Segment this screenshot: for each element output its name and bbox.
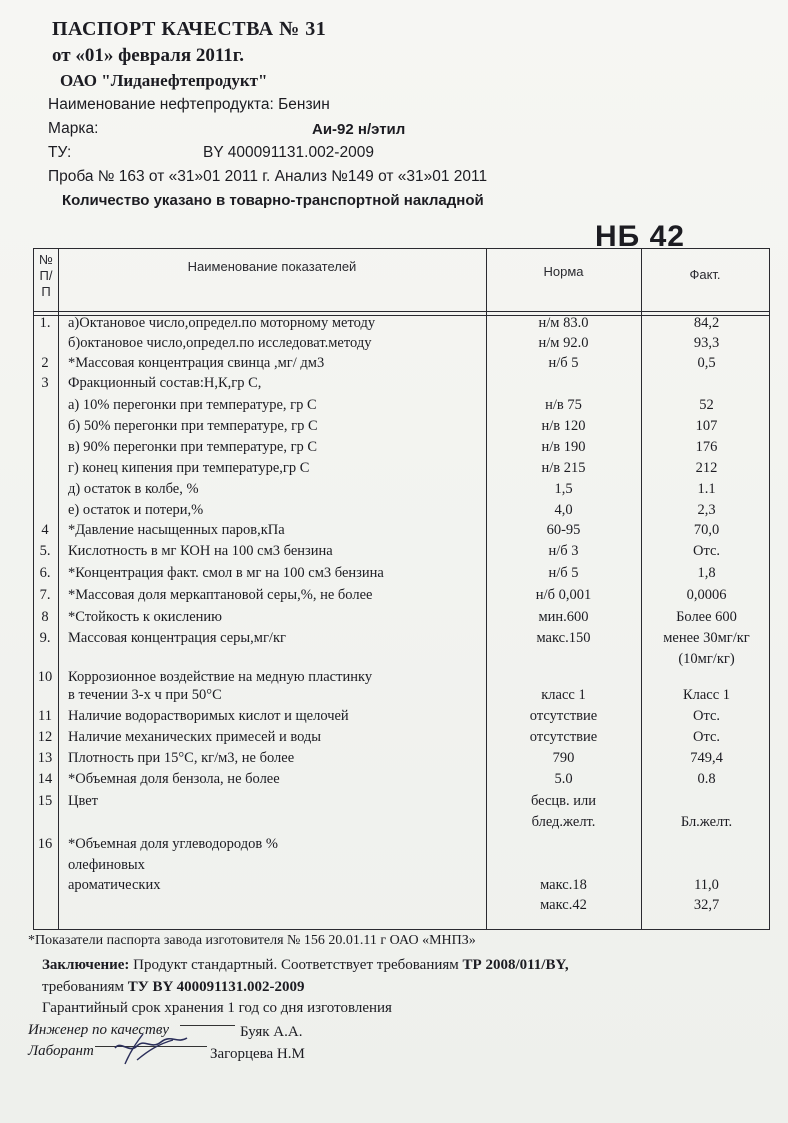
document-date: от «01» февраля 2011г. [52,45,245,66]
row-fact: 11,0 [694,877,719,893]
row-num: 10 [37,669,53,685]
table-row [34,877,769,897]
row-norm: макс.150 [536,630,591,646]
row-fact: Класс 1 [682,687,731,703]
row-name: *Объемная доля бензола, не более [68,771,280,787]
row-num: 3 [41,375,49,391]
row-fact: Отс. [692,543,721,559]
document-title: ПАСПОРТ КАЧЕСТВА № 31 [52,18,327,40]
table-row [34,793,769,813]
table-row [34,771,769,791]
row-norm: отсутствие [529,729,598,745]
table-row [34,687,769,707]
row-norm: блед.желт. [531,814,596,830]
row-num: 16 [37,836,53,852]
row-norm: 60-95 [546,522,581,538]
row-name: д) остаток в колбе, % [68,481,199,497]
row-num: 4 [41,522,49,538]
row-norm: н/б 3 [548,543,579,559]
row-norm: 4,0 [554,502,573,518]
row-norm: н/в 120 [541,418,586,434]
row-fact: 52 [699,397,714,413]
row-name: е) остаток и потери,% [68,502,204,518]
row-name: а)Октановое число,определ.по моторному методу [68,315,376,331]
row-norm: макс.18 [540,877,587,893]
lab-name: Загорцева Н.М [210,1046,305,1062]
row-name: г) конец кипения при температуре,гр С [68,460,310,476]
requirements [42,979,305,996]
handwritten-signature [85,1020,205,1070]
table-row [34,750,769,770]
row-fact: 84,2 [693,315,720,331]
plant-note: *Показатели паспорта завода изготовителя № 156 20.01.11 г ОАО «МНПЗ» [28,933,476,948]
row-fact: Отс. [692,708,721,724]
company-name: ОАО "Лиданефтепродукт" [60,71,268,90]
row-name: Фракционный состав:Н,К,гр С, [68,375,262,391]
row-name: Плотность при 15°С, кг/м3, не более [68,750,295,766]
row-norm: н/м 92.0 [538,335,589,351]
row-norm: н/в 75 [545,397,582,413]
row-norm: н/в 215 [541,460,586,476]
conclusion-text: Продукт стандартный. Соответствует требованиям [129,957,463,973]
row-name: ароматических [68,877,161,893]
row-norm: н/б 0,001 [535,587,592,603]
table-row [34,418,769,438]
row-fact: 749,4 [690,750,723,766]
table-row [34,814,769,834]
row-norm: класс 1 [541,687,586,703]
row-name: б) 50% перегонки при температуре, гр С [68,418,318,434]
row-norm: н/б 5 [548,565,579,581]
row-norm: н/б 5 [548,355,579,371]
row-num: 9. [39,630,51,646]
table-row [34,397,769,417]
table-row [34,651,769,671]
row-num: 1. [39,315,51,331]
table-row [34,609,769,629]
table-row [34,729,769,749]
row-name: Цвет [68,793,99,809]
quality-table [33,248,770,930]
row-name: *Стойкость к окислению [68,609,222,625]
table-row [34,708,769,728]
row-norm: макс.42 [540,897,587,913]
row-fact: 32,7 [693,897,720,913]
row-name: Массовая концентрация серы,мг/кг [68,630,286,646]
table-row [34,669,769,689]
row-fact: 0,0006 [686,587,727,603]
row-name: в) 90% перегонки при температуре, гр С [68,439,318,455]
row-name: Коррозионное воздействие на медную пластинку [68,669,373,685]
quantity-line: Количество указано в товарно-транспортной накладной [62,192,484,209]
row-norm: бесцв. или [530,793,597,809]
table-row [34,836,769,856]
row-num: 8 [41,609,49,625]
table-row [34,460,769,480]
col-name-header: Наименование показателей [187,259,357,274]
row-fact: 2,3 [697,502,716,518]
table-row [34,857,769,877]
tu-value: BY 400091131.002-2009 [203,144,374,161]
row-fact: менее 30мг/кг [663,630,750,646]
warranty: Гарантийный срок хранения 1 год со дня изготовления [42,1000,392,1016]
row-fact: 0.8 [697,771,716,787]
row-name: *Массовая концентрация свинца ,мг/ дм3 [68,355,325,371]
row-name: а) 10% перегонки при температуре, гр С [68,397,317,413]
requirements-label: требованиям [42,979,128,995]
row-name: *Концентрация факт. смол в мг на 100 см3 бензина [68,565,384,581]
product-name: Наименование нефтепродукта: Бензин [48,96,330,113]
engineer-label: Инженер по качеству [28,1022,170,1038]
row-name: б)октановое число,определ.по исследоват.методу [68,335,372,351]
row-name: *Массовая доля меркаптановой серы,%, не более [68,587,373,603]
conclusion-label: Заключение: [42,957,130,973]
row-norm: н/в 190 [541,439,586,455]
row-norm: мин.600 [538,609,589,625]
row-fact: 212 [695,460,718,476]
row-norm: 790 [552,750,575,766]
sample-line: Проба № 163 от «31»01 2011 г. Анализ №149 от «31»01 2011 [48,168,488,185]
row-fact: Отс. [692,729,721,745]
row-fact: 70,0 [693,522,720,538]
row-fact: 176 [695,439,718,455]
col-num-header: № П/ П [39,252,53,299]
row-num: 5. [39,543,51,559]
table-row [34,315,769,335]
table-row [34,355,769,375]
table-row [34,565,769,585]
row-num: 12 [37,729,53,745]
engineer-name: Буяк А.А. [240,1024,303,1040]
conclusion [42,957,569,974]
col-fact-header: Факт. [689,267,721,282]
table-row [34,897,769,917]
row-fact: Бл.желт. [680,814,733,830]
table-row [34,481,769,501]
row-num: 13 [37,750,53,766]
row-name: *Давление насыщенных паров,кПа [68,522,285,538]
table-row [34,502,769,522]
row-fact: Более 600 [676,609,737,625]
row-num: 11 [38,708,52,724]
tu-label: ТУ: [48,144,72,161]
row-fact: 107 [695,418,718,434]
row-fact: 1.1 [697,481,716,497]
row-fact: 93,3 [693,335,720,351]
row-num: 7. [39,587,51,603]
row-fact: (10мг/кг) [678,651,735,667]
mark-value: Аи-92 н/этил [312,121,406,138]
row-name: Кислотность в мг КОН на 100 см3 бензина [68,543,333,559]
row-name: Наличие водорастворимых кислот и щелочей [68,708,349,724]
table-row [34,375,769,395]
station-code: НБ 42 [595,220,685,253]
row-norm: н/м 83.0 [538,315,589,331]
row-name: *Объемная доля углеводородов % [68,836,278,852]
table-row [34,439,769,459]
row-name: в течении 3-х ч при 50°С [68,687,222,703]
lab-label: Лаборант [28,1043,94,1059]
table-row [34,543,769,563]
row-fact: 1,8 [697,565,716,581]
row-norm: 5.0 [554,771,573,787]
col-norm-header: Норма [543,264,584,279]
requirements-tu: ТУ BY 400091131.002-2009 [127,979,305,995]
row-name: Наличие механических примесей и воды [68,729,322,745]
row-norm: 1,5 [554,481,573,497]
table-row [34,522,769,542]
table-row [34,335,769,355]
mark-label: Марка: [48,120,99,137]
row-num: 6. [39,565,51,581]
table-row [34,587,769,607]
row-fact: 0,5 [697,355,716,371]
row-num: 15 [37,793,53,809]
row-num: 2 [41,355,49,371]
row-num: 14 [37,771,53,787]
row-name: олефиновых [68,857,145,873]
conclusion-tr: ТР 2008/011/BY, [462,957,569,973]
table-row [34,630,769,650]
row-norm: отсутствие [529,708,598,724]
